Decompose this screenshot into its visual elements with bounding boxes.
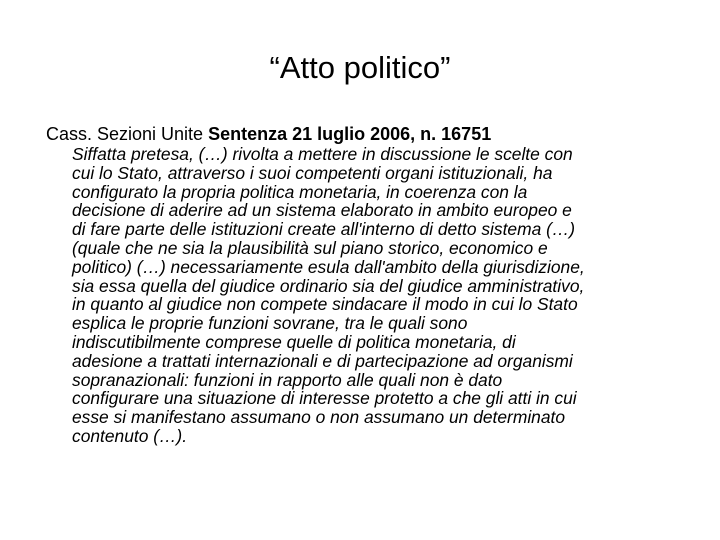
quote-line: configurato la propria politica monetaria, in coerenza con la (72, 181, 528, 202)
quote-line: esse si manifestano assumano o non assumano un determinato (72, 407, 566, 428)
quote-line: in quanto al giudice non compete sindacare il modo in cui lo Stato (72, 294, 578, 315)
quote-line: contenuto (…). (72, 425, 188, 446)
quote-line: adesione a trattati internazionali e di partecipazione ad organismi (72, 350, 573, 371)
quote-line: configurare una situazione di interesse protetto a che gli atti in cui (72, 388, 577, 409)
slide-body (46, 124, 686, 446)
quote-line: politico) (…) necessariamente esula dall'ambito della giurisdizione, (72, 256, 585, 277)
quote-line: sopranazionali: funzioni in rapporto alle quali non è dato (72, 369, 503, 390)
citation-judgment: Sentenza 21 luglio 2006, n. 16751 (208, 124, 492, 144)
quote-line: decisione di aderire ad un sistema elaborato in ambito europeo e (72, 200, 572, 221)
slide-title: “Atto politico” (269, 50, 451, 85)
quoted-passage (72, 145, 672, 446)
quote-line: sia essa quella del giudice ordinario sia del giudice amministrativo, (72, 275, 585, 296)
quote-line: di fare parte delle istituzioni create all'interno di detto sistema (…) (72, 219, 576, 240)
quote-line: (quale che ne sia la plausibilità sul piano storico, economico e (72, 237, 548, 258)
quote-line: indiscutibilmente comprese quelle di politica monetaria, di (72, 331, 516, 352)
quote-line: esplica le proprie funzioni sovrane, tra le quali sono (72, 313, 468, 334)
citation-source: Cass. Sezioni Unite (46, 124, 209, 144)
citation (46, 124, 686, 145)
quote-line: cui lo Stato, attraverso i suoi competenti organi istituzionali, ha (72, 162, 553, 183)
quote-line: Siffatta pretesa, (…) rivolta a mettere in discussione le scelte con (72, 144, 573, 164)
